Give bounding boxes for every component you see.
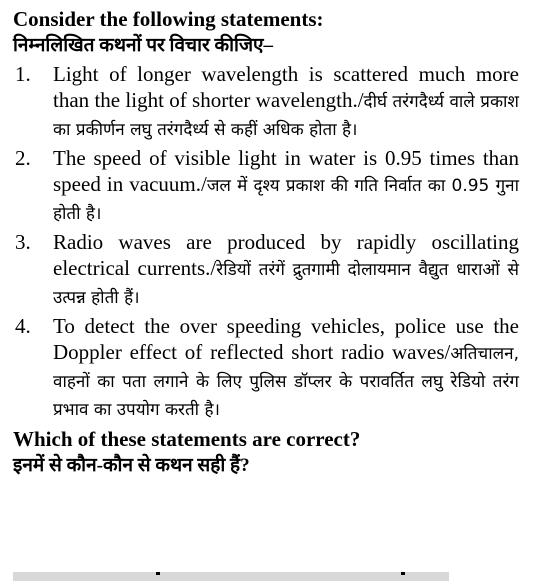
statement-text [53, 61, 519, 143]
heading-english: Consider the following statements: [13, 7, 324, 31]
statement-item [13, 145, 519, 227]
heading-hindi: निम्नलिखित कथनों पर विचार कीजिए– [13, 35, 274, 56]
statement-hindi: रेडियों तरंगें द्रुतगामी दोलायमान वैद्युत धाराओं से उत्पन्न होती हैं। [53, 260, 520, 308]
statement-list [13, 61, 519, 423]
cropped-glyph-mark [401, 572, 405, 575]
question-english: Which of these statements are correct? [13, 427, 361, 451]
statement-number: 1. [15, 62, 31, 86]
statement-english: Light of longer wavelength is scattered much more than the light of shorter wavelength./ [53, 62, 519, 112]
cropped-glyph-mark [156, 572, 160, 575]
statement-english: The speed of visible light in water is 0.95 times than speed in vacuum./ [53, 146, 519, 196]
statement-hindi: अतिचालन, वाहनों का पता लगाने के लिए पुलिस डॉप्लर के परावर्तित लघु रेडियो तरंग प्रभाव का उपयोग करती है। [53, 344, 519, 420]
statement-text [53, 313, 519, 423]
statement-item [13, 229, 519, 311]
question-hindi: इनमें से कौन-कौन से कथन सही हैं? [13, 455, 250, 476]
statement-number: 3. [15, 230, 31, 254]
statement-number: 4. [15, 314, 31, 338]
statement-text [53, 229, 519, 311]
statement-text [53, 145, 519, 227]
statement-hindi: जल में दृश्य प्रकाश की गति निर्वात का 0.95 गुना होती है। [53, 176, 519, 224]
statement-english: Radio waves are produced by rapidly oscillating electrical currents./ [53, 230, 519, 280]
statement-number: 2. [15, 146, 31, 170]
statement-hindi: दीर्घ तरंगदैर्ध्य वाले प्रकाश का प्रकीर्णन लघु तरंगदैर्ध्य से कहीं अधिक होता है। [53, 92, 519, 140]
question-document [13, 6, 519, 479]
statement-item [13, 313, 519, 423]
statement-english: To detect the over speeding vehicles, police use the Doppler effect of reflected short radio waves/ [53, 314, 519, 364]
statement-item [13, 61, 519, 143]
cropped-next-line [13, 572, 449, 581]
